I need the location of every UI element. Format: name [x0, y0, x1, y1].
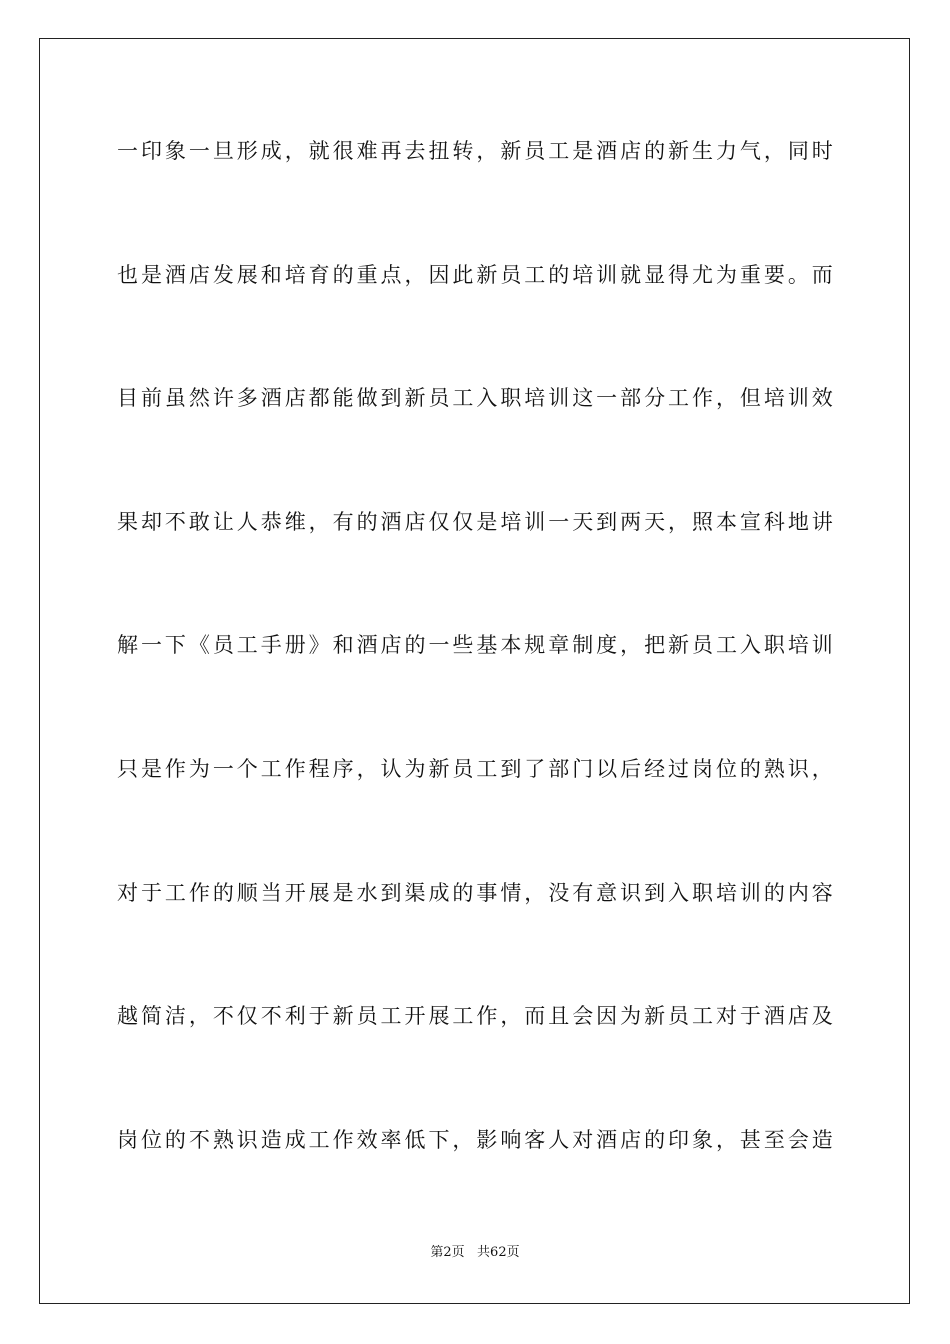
body-text: [117, 129, 834, 1241]
body-line-3: 目前虽然许多酒店都能做到新员工入职培训这一部分工作，但培训效: [117, 386, 834, 411]
body-line-5: 解一下《员工手册》和酒店的一些基本规章制度，把新员工入职培训: [117, 633, 834, 658]
body-line-1: 一印象一旦形成，就很难再去扭转，新员工是酒店的新生力气，同时: [117, 139, 834, 163]
body-line-2: 也是酒店发展和培育的重点，因此新员工的培训就显得尤为重要。而: [117, 262, 834, 287]
body-line-7: 对于工作的顺当开展是水到渠成的事情，没有意识到入职培训的内容: [117, 880, 834, 905]
page-footer: 第2页 共62页: [430, 1245, 520, 1260]
body-line-9: 岗位的不熟识造成工作效率低下，影响客人对酒店的印象，甚至会造: [117, 1127, 834, 1152]
body-line-6: 只是作为一个工作程序，认为新员工到了部门以后经过岗位的熟识，: [117, 756, 834, 781]
body-line-8: 越简洁，不仅不利于新员工开展工作，而且会因为新员工对于酒店及: [117, 1004, 834, 1029]
body-line-4: 果却不敢让人恭维，有的酒店仅仅是培训一天到两天，照本宣科地讲: [117, 509, 834, 534]
